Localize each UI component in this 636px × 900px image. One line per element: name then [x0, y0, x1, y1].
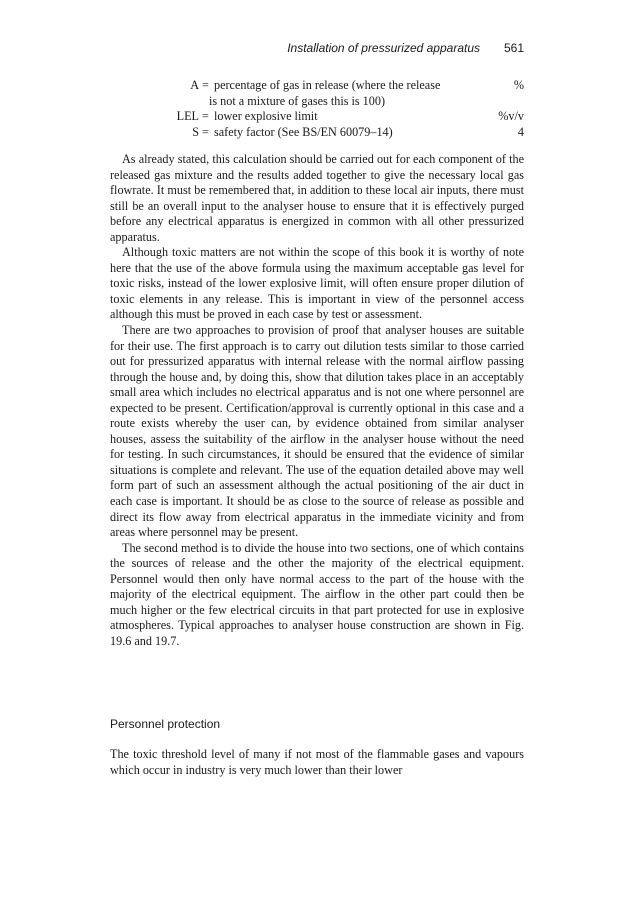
definition-equals: =: [202, 124, 209, 139]
definition-continuation: is not a mixture of gases this is 100): [209, 93, 386, 108]
definition-unit: %v/v: [498, 109, 524, 123]
running-header-title: Installation of pressurized apparatus: [287, 41, 480, 55]
definition-continuation-row: [110, 94, 524, 110]
body-text: [110, 152, 524, 650]
section-body: [110, 747, 524, 778]
paragraph: As already stated, this calculation should be carried out for each component of the released gas mixture and the results added together to give the necessary local gas flowrate. It must be remembered that, in addition to these local air inputs, there must still be an overall input to the analyser house to ensure that it is effectively purged before any electrical apparatus is energized in common with all other pressurized apparatus.: [110, 152, 524, 244]
definition-row: [110, 125, 524, 141]
definition-unit: 4: [517, 124, 524, 139]
definition-description: lower explosive limit: [214, 109, 318, 123]
definition-unit: %: [513, 78, 524, 92]
paragraph: There are two approaches to provision of proof that analyser houses are suitable for their use. The first approach is to carry out dilution tests similar to those carried out for pressurized apparatus with internal release with the normal airflow passing through the house and, by doing this, show that dilution takes place in an acceptably small area which includes no electrical apparatus and is not one where personnel are expected to be present. Certification/approval is currently optional in this case and a route exists whereby the user can, by evidence obtained from similar analyser houses, assess the suitability of the airflow in the analyser house without the need for testing. In such circumstances, it should be ensured that the evidence of similar situations is complete and relevant. The use of the equation detailed above may well form part of such an assessment although the actual positioning of the air duct in each case is important. It should be as close to the source of release as possible and direct its flow away from electrical apparatus in the immediate vicinity and from areas where personnel may be present.: [110, 323, 524, 540]
definition-symbol: S: [192, 124, 199, 139]
definition-description: safety factor (See BS/EN 60079–14): [214, 124, 393, 139]
definition-symbol: LEL: [176, 109, 199, 123]
definition-description: percentage of gas in release (where the release: [214, 78, 441, 92]
definition-equals: =: [202, 78, 209, 92]
variable-definitions: [110, 78, 524, 140]
definition-row: [110, 109, 524, 125]
definition-row: [110, 78, 524, 94]
paragraph: The second method is to divide the house into two sections, one of which contains the sources of release and the other the majority of the electrical equipment. Personnel would then only have normal access to the part of the house with the majority of the electrical equipment. The airflow in the other part could then be much higher or the few electrical circuits in that part protected for use in explosive atmospheres. Typical approaches to analyser house construction are shown in Fig. 19.6 and 19.7.: [110, 540, 524, 648]
paragraph: The toxic threshold level of many if not most of the flammable gases and vapours which occur in industry is very much lower than their lower: [110, 747, 524, 777]
page-number: 561: [503, 41, 524, 55]
paragraph: Although toxic matters are not within the scope of this book it is worthy of note here that the use of the above formula using the maximum acceptable gas level for toxic risks, instead of the lower explosive limit, will often ensure proper dilution of toxic elements in any release. This is important in view of the personnel access although this must be proved in each case by test or assessment.: [110, 245, 524, 322]
definition-symbol: A: [190, 78, 199, 92]
running-header: [110, 40, 524, 56]
definition-equals: =: [202, 109, 209, 123]
section-heading: Personnel protection: [110, 717, 221, 731]
